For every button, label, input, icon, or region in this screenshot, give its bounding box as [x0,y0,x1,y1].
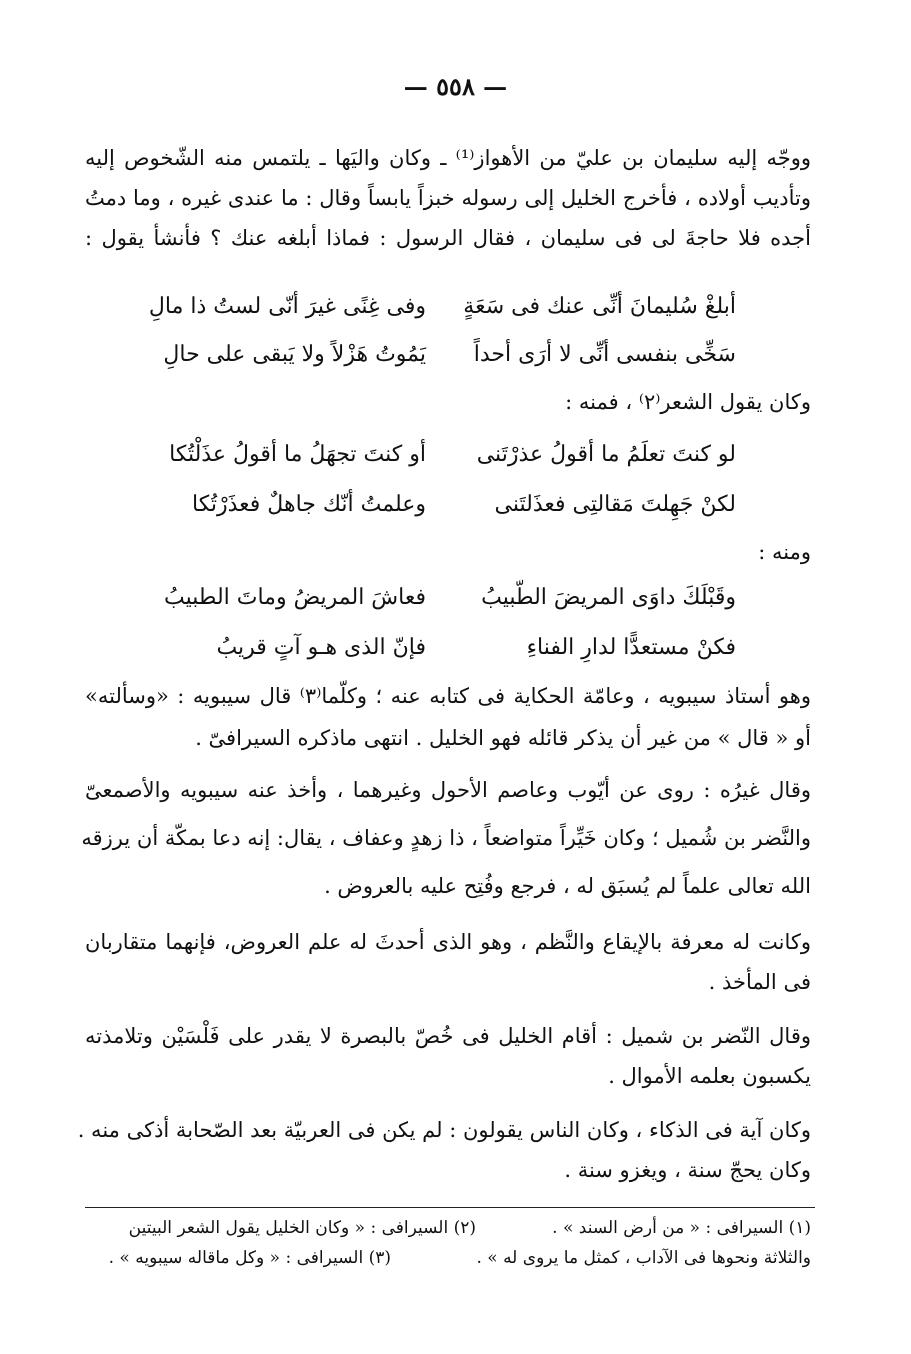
poem-hemistich: وعلمتُ أنّك جاهلٌ فعذَرْتُكا [192,492,426,517]
text-line: وكانت له معرفة بالإيقاع والنَّظم ، وهو الذى أحدثَ له علم العروض، فإنهما متقاربان [85,930,811,954]
text-line: والنَّضر بن شُميل ؛ وكان خَيِّراً متواضعاً ، ذا زهدٍ وعفاف ، يقال: إنه دعا بمكّة أن يرزقه [81,826,811,850]
text-line: وتأديب أولاده ، فأخرج الخليل إلى رسوله خبزاً يابساً وقال : ما عندى غيره ، وما دمتُ [85,186,811,210]
footnote-divider [85,1207,815,1208]
text-line: أجده فلا حاجةَ لى فى سليمان ، فقال الرسول : فماذا أبلغه عنك ؟ فأنشأ يقول : [85,226,811,250]
poem-hemistich: سَخِّى بنفسى أنِّى لا أرَى أحداً [473,342,736,367]
poem-hemistich: يَمُوتُ هَزْلاً ولا يَبقى على حالِ [163,342,426,367]
text-line: وهو أستاذ سيبويه ، وعامّة الحكاية فى كتابه عنه ؛ وكلّما⁽٣⁾ قال سيبويه : «وسألته» [85,684,811,708]
text-line: وكان آية فى الذكاء ، وكان الناس يقولون : لم يكن فى العربيّة بعد الصّحابة أذكى منه . [77,1118,811,1142]
poem-hemistich: فعاشَ المريضُ وماتَ الطبيبُ [164,585,426,610]
page-number: — ٥٥٨ — [403,72,508,101]
text-line: وكان يحجّ سنة ، ويغزو سنة . [564,1158,811,1182]
text-line: وكان يقول الشعر⁽٢⁾ ، فمنه : [565,390,811,414]
text-line: ووجّه إليه سليمان بن عليّ من الأهواز⁽¹⁾ ـ وكان واليَها ـ يلتمس منه الشّخوص إليه [85,146,811,170]
text-line: وقال غيرُه : روى عن أيّوب وعاصم الأحول وغيرهما ، وأخذ عنه سيبويه والأصمعىّ [85,778,811,802]
footnote: (١) السيرافى : « من أرض السند » . [552,1218,811,1238]
text-line: ومنه : [758,540,811,564]
text-line: فى المأخذ . [708,970,811,994]
text-line: أو « قال » من غير أن يذكر قائله فهو الخليل . انتهى ماذكره السيرافىّ . [195,726,811,750]
footnote: (٢) السيرافى : « وكان الخليل يقول الشعر البيتين [128,1218,476,1238]
text-line: يكسبون بعلمه الأموال . [608,1064,811,1088]
poem-hemistich: وقَبْلَكَ داوَى المريضَ الطّبيبُ [481,585,736,610]
poem-hemistich: وفى غِنًى غيرَ أنّى لستُ ذا مالِ [148,294,426,319]
poem-hemistich: لو كنتَ تعلَمُ ما أقولُ عذرْتَنى [476,442,736,467]
poem-hemistich: فكنْ مستعدًّا لدارِ الفناءِ [526,635,736,660]
poem-hemistich: أبلغْ سُليمانَ أنِّى عنك فى سَعَةٍ [463,294,736,319]
footnote: والثلاثة ونحوها فى الآداب ، كمثل ما يروى له » . [476,1248,811,1268]
poem-hemistich: لكنْ جَهِلتَ مَقالتِى فعذَلتَنى [494,492,736,517]
footnote: (٣) السيرافى : « وكل ماقاله سيبويه » . [108,1248,391,1268]
poem-hemistich: أو كنتَ تجهَلُ ما أقولُ عذَلْتُكا [169,442,426,467]
poem-hemistich: فإنّ الذى هـو آتٍ قريبُ [216,635,426,660]
text-line: الله تعالى علماً لم يُسبَق له ، فرجع وفُتِح عليه بالعروض . [324,874,811,898]
text-line: وقال النّضر بن شميل : أقام الخليل فى خُصّ بالبصرة لا يقدر على فَلْسَيْن وتلامذته [85,1024,811,1048]
